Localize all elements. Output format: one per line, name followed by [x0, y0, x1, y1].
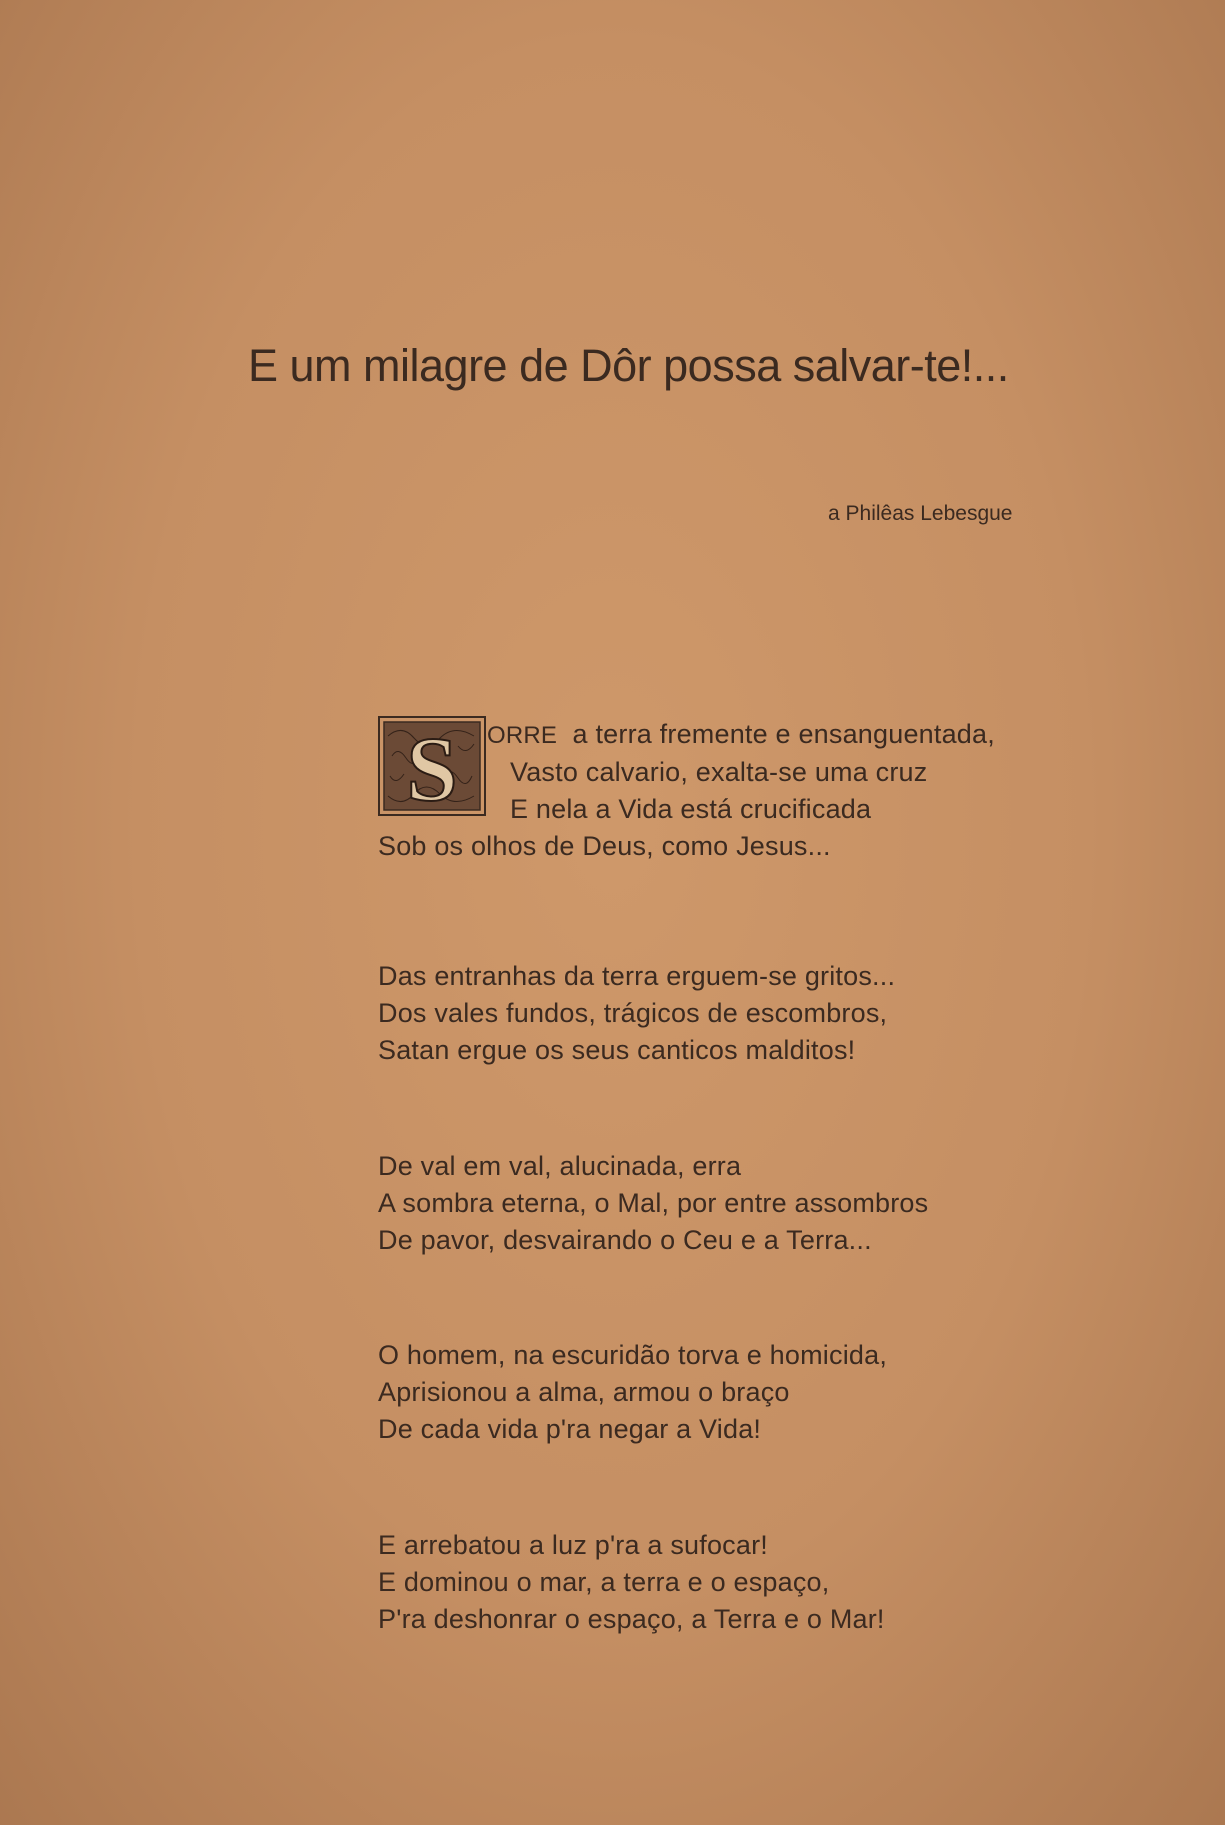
- verse-line: Sob os olhos de Deus, como Jesus...: [378, 831, 831, 861]
- verse-line: E dominou o mar, a terra e o espaço,: [378, 1567, 830, 1597]
- verse-line: O homem, na escuridão torva e homicida,: [378, 1340, 888, 1370]
- verse-line: Dos vales fundos, trágicos de escombros,: [378, 998, 888, 1028]
- dropcap-letter: S: [406, 718, 458, 816]
- verse-line: Das entranhas da terra erguem-se gritos...: [378, 961, 896, 991]
- verse-line: Vasto calvario, exalta-se uma cruz: [510, 757, 928, 787]
- verse-line: Aprisionou a alma, armou o braço: [378, 1377, 790, 1407]
- verse-line: De cada vida p'ra negar a Vida!: [378, 1414, 762, 1444]
- verse-line: De val em val, alucinada, erra: [378, 1151, 742, 1181]
- stanza-3: [378, 1148, 928, 1259]
- verse-text: a terra fremente e ensanguentada,: [572, 719, 995, 749]
- stanza-1: [378, 716, 995, 865]
- stanza-5: [378, 1527, 885, 1638]
- poem-title: E um milagre de Dôr possa salvar-te!...: [248, 340, 1009, 391]
- verse-line: A sombra eterna, o Mal, por entre assombros: [378, 1188, 929, 1218]
- verse-line: [378, 716, 995, 754]
- verse-line: E nela a Vida está crucificada: [510, 794, 872, 824]
- verse-line: De pavor, desvairando o Ceu e a Terra...: [378, 1225, 872, 1255]
- poem-dedication: a Philêas Lebesgue: [828, 502, 1013, 525]
- verse-line: Satan ergue os seus canticos malditos!: [378, 1035, 856, 1065]
- verse-line: P'ra deshonrar o espaço, a Terra e o Mar!: [378, 1604, 885, 1634]
- stanza-4: [378, 1337, 887, 1448]
- dropcap-continuation: ORRE: [487, 722, 558, 749]
- stanza-2: [378, 958, 895, 1069]
- verse-line: E arrebatou a luz p'ra a sufocar!: [378, 1530, 768, 1560]
